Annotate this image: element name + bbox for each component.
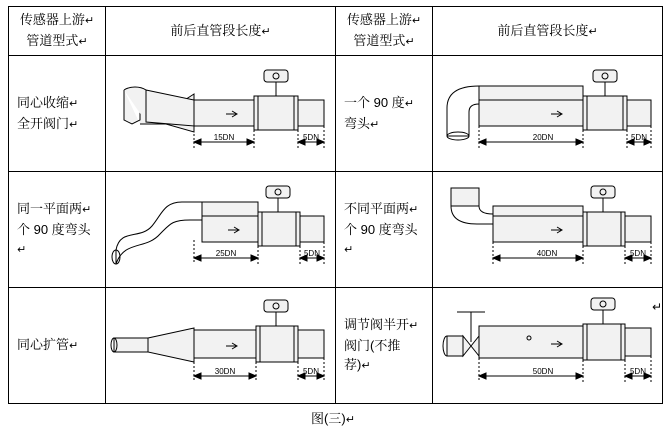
figure-caption-text: 图(三): [311, 411, 346, 426]
pilcrow-icon: ↵: [69, 118, 79, 131]
row1-left-text: [9, 91, 105, 137]
header-left-length-text: 前后直管段长度: [170, 22, 262, 38]
pilcrow-icon: ↵: [84, 15, 95, 28]
header-cell-upstream-type-right: [336, 7, 433, 56]
row1-right-upstream-dim: 20DN: [532, 132, 554, 142]
two-90-elbows-different-plane-diagram: [433, 180, 662, 280]
row1-figure-right: [433, 56, 663, 172]
pilcrow-icon: ↵: [370, 118, 380, 131]
row2-right-downstream-dim: 5DN: [629, 248, 647, 258]
row1-left-line1: 同心收缩: [17, 94, 70, 110]
row2-left-upstream-dim: 25DN: [215, 248, 237, 258]
row1-figure-left: [106, 56, 336, 172]
header-cell-length-left: [106, 7, 336, 56]
pilcrow-icon: ↵: [588, 25, 598, 38]
pilcrow-icon: ↵: [409, 204, 419, 217]
row2-right-upstream-dim: 40DN: [536, 248, 558, 258]
row1-right-text: [336, 91, 432, 137]
pilcrow-icon: ↵: [17, 244, 27, 257]
concentric-reducer-diagram: [106, 64, 335, 164]
table-row: [9, 288, 663, 404]
row2-left-downstream-dim: 5DN: [303, 248, 321, 258]
row3-figure-right: [433, 288, 663, 404]
row2-left-line2: 个 90 度弯头: [17, 222, 91, 238]
header-right-type-line1: 传感器上游: [346, 12, 412, 28]
header-cell-length-right: [433, 7, 663, 56]
table-header-row: [9, 7, 663, 56]
table-row: [9, 172, 663, 288]
header-left-type-line1: 传感器上游: [19, 12, 85, 28]
row3-right-upstream-dim: 50DN: [532, 366, 554, 376]
row1-label-right: [336, 56, 433, 172]
pilcrow-icon: ↵: [261, 25, 271, 38]
row2-figure-right: [433, 172, 663, 288]
row2-left-line1: 同一平面两: [17, 201, 83, 217]
pilcrow-icon: ↵: [411, 15, 422, 28]
row3-right-line2: 阀门(不推荐): [344, 338, 401, 373]
row2-label-left: [9, 172, 106, 288]
row3-right-line1: 调节阀半开: [344, 317, 410, 333]
row3-left-text: [9, 333, 105, 358]
row1-left-downstream-dim: 5DN: [302, 132, 320, 142]
row2-figure-left: [106, 172, 336, 288]
row3-right-downstream-dim: 5DN: [629, 366, 647, 376]
row2-right-line1: 不同平面两: [344, 201, 410, 217]
concentric-expander-diagram: [106, 296, 335, 396]
right-margin-mark: ↵: [651, 300, 662, 314]
row2-label-right: [336, 172, 433, 288]
pilcrow-icon: ↵: [345, 414, 355, 426]
figure-caption: [0, 408, 666, 427]
pilcrow-icon: ↵: [405, 36, 415, 49]
row1-right-downstream-dim: 5DN: [630, 132, 648, 142]
two-90-elbows-same-plane-diagram: [106, 180, 335, 280]
header-label-left-type: [9, 10, 105, 52]
header-left-type-line2: 管道型式: [26, 33, 79, 49]
header-right-length-text: 前后直管段长度: [497, 22, 589, 38]
row1-right-line1: 一个 90 度: [344, 94, 405, 110]
header-label-right-length: [433, 21, 662, 42]
row1-left-line2: 全开阀门: [17, 115, 70, 131]
pilcrow-icon: ↵: [82, 204, 92, 217]
table-row: [9, 56, 663, 172]
row1-label-left: [9, 56, 106, 172]
row2-right-text: [336, 197, 432, 262]
header-label-right-type: [336, 10, 432, 52]
pipe-configuration-table: [8, 6, 663, 404]
row2-right-line2: 个 90 度弯头: [344, 222, 418, 238]
pilcrow-icon: ↵: [78, 36, 88, 49]
row3-left-upstream-dim: 30DN: [214, 366, 236, 376]
single-90-elbow-diagram: [433, 64, 662, 164]
header-label-left-length: [106, 21, 335, 42]
row3-left-downstream-dim: 5DN: [302, 366, 320, 376]
row3-label-left: [9, 288, 106, 404]
pilcrow-icon: ↵: [404, 97, 414, 110]
row3-right-text: [336, 313, 432, 378]
pilcrow-icon: ↵: [69, 340, 79, 353]
header-right-type-line2: 管道型式: [353, 33, 406, 49]
pilcrow-icon: ↵: [344, 244, 354, 257]
row1-left-upstream-dim: 15DN: [213, 132, 235, 142]
row3-left-line1: 同心扩管: [17, 337, 70, 353]
half-open-control-valve-diagram: [433, 296, 662, 396]
row3-label-right: [336, 288, 433, 404]
pilcrow-icon: ↵: [361, 360, 371, 373]
pilcrow-icon: ↵: [69, 97, 79, 110]
row3-figure-left: [106, 288, 336, 404]
header-cell-upstream-type-left: [9, 7, 106, 56]
row1-right-line2: 弯头: [344, 115, 371, 131]
row2-left-text: [9, 197, 105, 262]
pilcrow-icon: ↵: [409, 320, 419, 333]
